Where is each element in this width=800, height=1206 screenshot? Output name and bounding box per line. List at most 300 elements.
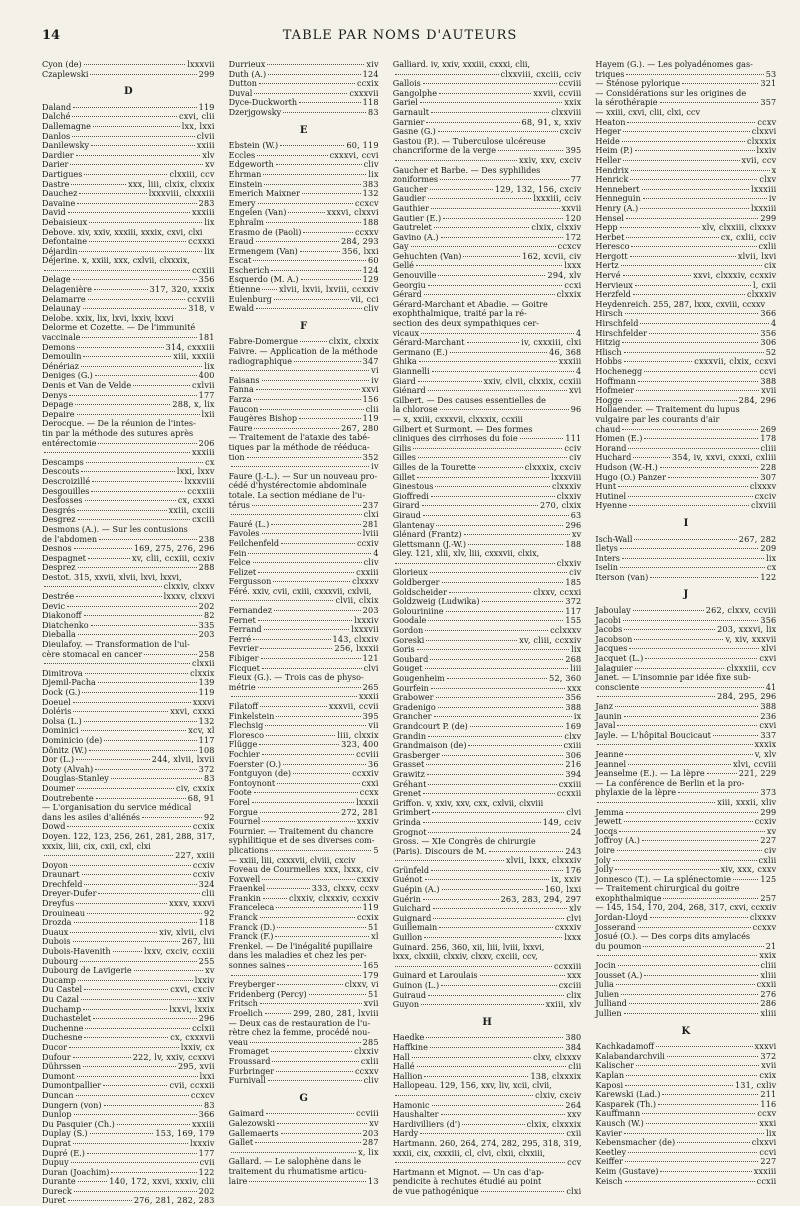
dot-leader <box>420 102 562 103</box>
dot-leader <box>94 289 148 290</box>
dot-leader <box>447 678 547 679</box>
dot-leader <box>88 558 130 559</box>
dot-leader <box>277 927 366 928</box>
index-entry <box>595 808 776 818</box>
author-name: Dumont <box>42 1070 75 1081</box>
page-references: cliv <box>363 159 379 170</box>
author-name: Gastou (P.). — Tuberculose ulcéreuse <box>392 135 546 146</box>
dot-leader <box>262 380 370 381</box>
page-references: clxxix <box>556 289 582 300</box>
dot-leader <box>424 294 555 295</box>
dot-leader <box>84 1037 168 1038</box>
index-entry <box>229 539 379 549</box>
page-references: clxxviii, cxciii, cciv <box>500 68 582 79</box>
dot-leader <box>468 544 563 545</box>
page-references: 4 <box>576 366 582 376</box>
dot-leader <box>615 869 718 870</box>
page-references: ccviii <box>558 78 582 89</box>
page-references: xxx <box>567 970 582 981</box>
dot-leader <box>628 1152 757 1153</box>
page-references: xxvii, ccviii <box>533 87 582 98</box>
author-name: chancriforme de la verge <box>392 145 497 156</box>
page-references: lix <box>766 1127 777 1138</box>
author-name: Danilewsky <box>42 140 90 151</box>
dot-leader <box>250 1042 361 1043</box>
page-references: cxxiii <box>558 778 582 789</box>
author-name: Grinda <box>392 816 421 827</box>
dot-leader <box>626 218 758 219</box>
page-references: 24 <box>570 826 582 837</box>
dot-leader <box>426 640 517 641</box>
index-entry <box>42 381 215 391</box>
page-references: cxvi <box>759 720 777 731</box>
dot-leader <box>441 237 564 238</box>
dot-leader <box>613 860 757 861</box>
index-entry <box>393 549 582 559</box>
page-references: 203, xxxvi, lix <box>717 624 777 635</box>
dot-leader <box>421 333 574 334</box>
dot-leader <box>85 1028 190 1029</box>
dot-leader <box>435 486 550 487</box>
author-name: Duret <box>42 1195 66 1206</box>
author-name: Duth (A.) <box>228 68 267 79</box>
page-references: 77 <box>570 174 582 185</box>
index-entry <box>595 836 776 846</box>
dot-leader <box>113 951 142 952</box>
dot-leader <box>260 917 355 918</box>
author-name: de vue pathogénique <box>392 1185 479 1196</box>
page-references: 333, clxxv, ccxv <box>311 883 379 894</box>
author-name: Foxwell <box>228 873 261 884</box>
page-references: cvii <box>199 1157 215 1168</box>
page-references: 243 <box>565 845 582 856</box>
author-name: Edgeworth <box>228 159 274 170</box>
page-references: 108 <box>198 744 215 755</box>
page-references: xxix <box>759 950 777 961</box>
page-references: 384 <box>565 1041 582 1052</box>
author-name: Eulenburg <box>228 293 272 304</box>
page-references: xxvi, clxxxiv, ccxxiv <box>693 270 777 281</box>
author-name: Dührssen <box>42 1061 82 1072</box>
author-name: Julien <box>595 988 620 999</box>
author-name: Doumer <box>42 782 75 793</box>
dot-leader <box>268 1080 362 1081</box>
page-references: 149, cciv <box>542 816 582 827</box>
author-name: Foveau de Courmelles <box>228 864 320 875</box>
author-name: Esquerdo (M. A.) <box>228 274 299 285</box>
dot-leader <box>96 798 186 799</box>
page-references: xlv, clxxiii, clxxxv <box>701 222 777 233</box>
page-references: 165 <box>362 960 379 971</box>
dot-leader <box>624 629 715 630</box>
index-entry <box>229 357 379 367</box>
index-entry <box>393 636 582 646</box>
author-name: Hall <box>392 1051 410 1062</box>
index-columns <box>42 59 777 1206</box>
author-name: Eccles <box>228 149 256 160</box>
page-references: 299 <box>760 212 777 223</box>
dot-leader <box>440 179 569 180</box>
author-name: Du Cazal <box>42 994 79 1004</box>
page-references: xiii, xxxii, xliv <box>717 796 777 807</box>
page-references: clxxiv, clxxxiv, ccxxiv <box>289 892 379 903</box>
page-references: xlvii, lxxx, clxxxiv <box>505 855 582 866</box>
page-references: cxxiv <box>356 873 379 884</box>
author-name: Depage <box>42 399 74 410</box>
dot-leader <box>660 102 759 103</box>
author-name: de l'abdomen <box>42 533 98 544</box>
dot-leader <box>438 275 545 276</box>
author-name: Destot. 315, xxvii, xlvii, lxvi, lxxvi, <box>42 571 182 582</box>
dot-leader <box>257 155 327 156</box>
author-name: Duaux <box>42 926 69 937</box>
page-references: 125 <box>760 873 777 884</box>
page-references: cx, cxxxi <box>177 495 215 506</box>
dot-leader <box>467 342 520 343</box>
page-references: 83 <box>203 1099 215 1110</box>
dot-leader <box>77 510 166 511</box>
author-name: Gellé <box>392 260 414 271</box>
page-references: 162, xcvii, civ <box>522 250 582 261</box>
page-references: 267, liii <box>181 936 215 947</box>
page-references: cliii <box>760 442 777 453</box>
dot-leader <box>626 74 763 75</box>
page-references: 287 <box>362 1137 379 1148</box>
dot-leader <box>629 648 759 649</box>
author-name: David <box>42 207 66 218</box>
author-name: cliniques des cirrhoses du foie <box>392 433 518 444</box>
author-name: Georgiu <box>392 279 426 290</box>
page-references: 83 <box>368 106 379 117</box>
dot-leader <box>293 773 350 774</box>
author-name: Girard <box>392 500 420 511</box>
dot-leader <box>633 457 670 458</box>
page-references: clxxvi <box>751 1137 777 1148</box>
dot-leader <box>103 1085 167 1086</box>
author-name: vulgaire par les courants d'air <box>595 413 720 424</box>
author-name: Galliard. iv, xxiv, xxxiii, cxxxi, clii, <box>392 59 531 69</box>
dot-leader <box>76 903 167 904</box>
author-name: Heresco <box>595 241 630 252</box>
page-references: clxi <box>566 1185 582 1196</box>
author-name: Jonnesco (T.). — La splénectomie <box>595 873 731 884</box>
dot-leader <box>83 1009 167 1010</box>
author-name: Horand <box>595 442 627 453</box>
dot-leader <box>629 505 749 506</box>
author-name: tion <box>228 451 245 462</box>
author-name: Dubourg de Lavigerie <box>42 965 132 976</box>
page-references: xxxiii <box>558 356 582 367</box>
dot-leader <box>252 505 361 506</box>
author-name: Dreyfus <box>42 898 75 909</box>
author-name: Einstein <box>228 178 263 189</box>
page-references: 323, 400 <box>341 739 379 750</box>
page-references: 296 <box>198 1013 215 1024</box>
index-entry <box>595 846 776 856</box>
page-references: ccxiv <box>356 537 379 548</box>
author-name: Dureck <box>42 1185 72 1196</box>
page-references: 269 <box>760 423 777 434</box>
author-name: Dubourg <box>42 955 79 966</box>
dot-leader <box>624 821 753 822</box>
dot-leader <box>428 390 567 391</box>
author-name: Dyce-Duckworth <box>228 97 298 108</box>
author-name: la sérothérapie <box>595 97 658 108</box>
author-name: Grandmaison (de) <box>392 740 467 751</box>
author-name: Ewald <box>228 303 255 314</box>
author-name: — L'organisation du service médical <box>42 802 192 813</box>
page-references: 255 <box>198 955 215 966</box>
author-name: Keiffer <box>595 1156 624 1167</box>
author-name: Demons <box>42 341 76 352</box>
author-name: Henrick <box>595 174 629 185</box>
dot-leader <box>79 193 146 194</box>
dot-leader <box>624 1013 759 1014</box>
dot-leader <box>656 1046 752 1047</box>
author-name: cère stomacal en cancer <box>42 648 143 659</box>
dot-leader <box>271 1051 352 1052</box>
index-entry <box>229 247 379 257</box>
dot-leader <box>98 443 196 444</box>
page-references: 294, xlv <box>547 270 582 281</box>
dot-leader <box>254 399 361 400</box>
author-name: Durante <box>42 1176 76 1187</box>
page-references: 68, 91 <box>187 792 215 803</box>
author-name: Fabre-Domergue <box>228 336 299 347</box>
index-entry <box>393 434 582 444</box>
author-name: Fernandez <box>228 605 272 616</box>
page-references: clxxiv, clxxv <box>163 581 215 592</box>
page-references: xiv, xlvii, clvi <box>159 926 215 937</box>
dot-leader <box>626 237 719 238</box>
page-references: xxxiii <box>192 1118 215 1129</box>
page-references: ccxxv <box>354 1065 379 1076</box>
dot-leader <box>597 696 715 697</box>
page-references: iv <box>371 461 379 472</box>
author-name: Jalaguier <box>595 662 633 673</box>
page-references: xvii <box>363 998 379 1009</box>
dot-leader <box>299 418 361 419</box>
section-letter: G <box>299 1092 308 1104</box>
page-references: vi <box>371 365 379 376</box>
dot-leader <box>73 1057 131 1058</box>
author-name: Delobe. xxix, lix, lxvi, lxxiv, lxxvi <box>42 312 174 323</box>
page-references: clvii <box>196 130 215 141</box>
author-name: vaccinale <box>42 332 81 343</box>
index-entry <box>595 971 776 981</box>
page-references: ccxxv <box>752 921 777 932</box>
author-name: zoniformes <box>392 174 439 185</box>
page-references: xvii, ccv <box>741 154 777 165</box>
author-name: — Sténose pylorique <box>595 78 681 89</box>
author-name: Franck (F.) <box>228 931 274 942</box>
page-references: 160, lxxi <box>544 884 582 895</box>
author-name: Josserand <box>595 921 636 932</box>
section-letter: I <box>683 517 689 529</box>
page-references: 306 <box>565 749 582 760</box>
dot-leader <box>98 682 197 683</box>
author-name: Gehuchten (Van) <box>392 250 462 261</box>
dot-leader <box>441 985 557 986</box>
index-entry <box>595 692 776 702</box>
dot-leader <box>618 486 748 487</box>
page-references: 238 <box>198 533 215 544</box>
page-references: 268 <box>565 653 582 664</box>
page-references: xxiv, xxv, cxciv <box>519 154 582 165</box>
author-name: Daland <box>42 101 72 112</box>
author-name: Fieux (G.). — Trois cas de physo- <box>228 672 364 683</box>
dot-leader <box>470 726 564 727</box>
page-references: xxvii <box>561 202 582 213</box>
author-name: Jordan-Lloyd <box>595 912 648 923</box>
dot-leader <box>439 927 553 928</box>
author-name: laire <box>228 1175 248 1186</box>
author-name: Fournier. — Traitement du chancre <box>228 825 374 836</box>
index-entry <box>595 702 776 712</box>
page-references: 82 <box>203 610 215 621</box>
author-name: Duran (Joachim) <box>42 1166 110 1177</box>
dot-leader <box>262 754 354 755</box>
index-entry <box>595 573 776 583</box>
page-references: ccxxiii <box>554 960 582 971</box>
dot-leader <box>264 184 360 185</box>
page-references: clxix, clxxiv <box>531 222 582 233</box>
author-name: Desmons (A.). — Sur les contusions <box>42 523 188 534</box>
page-references: xxxiii <box>753 1165 777 1176</box>
author-name: Fevrier <box>228 643 259 654</box>
page-references: ccxix <box>356 912 379 923</box>
author-name: Guillon <box>392 932 423 943</box>
author-name: Dominici <box>42 725 79 736</box>
page-references: 185 <box>565 577 582 588</box>
author-name: Hollaender. — Traitement du lupus <box>595 404 740 415</box>
author-name: Devic <box>42 600 65 611</box>
dot-leader <box>91 145 195 146</box>
page-references: cxxxvii <box>349 87 379 98</box>
dot-leader <box>430 659 563 660</box>
page-references: 156 <box>362 394 379 404</box>
index-entry <box>229 961 379 971</box>
page-references: 13 <box>368 1175 379 1186</box>
page-references: 244, xlvii, lxvii <box>151 754 215 765</box>
dot-leader <box>74 1114 197 1115</box>
author-name: Despagnet <box>42 552 86 563</box>
dot-leader <box>462 1124 524 1125</box>
dot-leader <box>625 1085 733 1086</box>
author-name: Hochenegg <box>595 366 643 376</box>
author-name: Dupré (E.) <box>42 1147 85 1158</box>
page-references: ccv <box>567 1157 582 1168</box>
index-column-1 <box>42 59 215 1206</box>
dot-leader <box>76 759 150 760</box>
dot-leader <box>638 927 751 928</box>
author-name: Keetley <box>595 1146 627 1157</box>
page-references: 299 <box>760 806 777 817</box>
dot-leader <box>258 572 354 573</box>
section-letter: F <box>300 320 308 332</box>
author-name: Fanna <box>228 384 254 395</box>
page-references: 83 <box>203 773 215 784</box>
page-references: ccxxiii <box>187 485 215 496</box>
index-entry <box>595 252 776 262</box>
page-references: 169 <box>565 720 582 731</box>
page-references: 284, 296 <box>738 394 777 405</box>
page-references: xv, cliii, ccxxiv <box>519 634 582 645</box>
dot-leader <box>643 946 763 947</box>
dot-leader <box>431 870 563 871</box>
dot-leader <box>71 1162 198 1163</box>
page-references: xlvi, ccviii <box>733 758 777 769</box>
dot-leader <box>625 313 759 314</box>
author-name: Isch-Wall <box>595 533 633 544</box>
author-name: Glettsmann (J.-W.) <box>392 538 467 549</box>
page-references: lxxxv, clxxvi <box>163 591 215 602</box>
author-name: Joire <box>595 844 615 855</box>
author-name: Gangolphe <box>392 87 438 98</box>
author-name: Janz <box>595 701 613 711</box>
dot-leader <box>268 74 361 75</box>
page-references: xv <box>766 825 777 836</box>
author-name: — Considérations sur les origines de <box>595 87 747 98</box>
index-entry <box>229 1028 379 1038</box>
dot-leader <box>395 563 555 564</box>
page-references: 216 <box>565 759 582 770</box>
page-references: ccxv <box>757 1108 777 1119</box>
dot-leader <box>259 83 355 84</box>
author-name: Desprez <box>42 562 76 573</box>
index-entry <box>393 233 582 243</box>
author-name: Javal <box>595 720 616 731</box>
index-entry <box>229 304 379 314</box>
author-name: — 145, 154, 170, 204, 268, 317, cxvi, ccxxiv <box>595 902 777 913</box>
author-name: Gaucher <box>392 183 428 194</box>
index-entry <box>393 252 582 262</box>
author-name: Foote <box>228 787 252 798</box>
dot-leader <box>628 496 752 497</box>
author-name: Gilis <box>392 442 412 453</box>
author-name: totale. La section médiane de l'u- <box>228 489 366 500</box>
page-references: clvi <box>363 662 379 673</box>
author-name: Keim (Gustave) <box>595 1165 659 1176</box>
page-references: xv <box>205 159 215 170</box>
dot-leader <box>650 917 748 918</box>
author-name: Grawitz <box>392 768 425 779</box>
author-name: Henneguin <box>595 193 641 204</box>
dot-leader <box>642 189 749 190</box>
author-name: Jolly <box>595 864 614 875</box>
page-references: 270, clxix <box>539 500 582 511</box>
page-references: ccxcv <box>557 241 582 252</box>
index-entry <box>42 1196 215 1206</box>
index-entry <box>393 1187 582 1197</box>
author-name: Genouville <box>392 270 437 281</box>
dot-leader <box>498 150 563 151</box>
author-name: Gougenheim <box>392 673 445 683</box>
page-references: lxii <box>201 408 215 419</box>
page-references: 117 <box>565 605 582 616</box>
page-references: lviii <box>362 528 379 539</box>
index-entry <box>595 1119 776 1129</box>
dot-leader <box>73 941 180 942</box>
page-references: ccxiii <box>192 264 215 275</box>
dot-leader <box>300 341 327 342</box>
dot-leader <box>631 246 756 247</box>
index-column-2 <box>228 59 379 1186</box>
dot-leader <box>417 1066 567 1067</box>
page-references: cxxi <box>361 777 379 788</box>
page-references: 388 <box>760 375 777 386</box>
page-references: cx, cxlii, cciv <box>720 231 777 242</box>
